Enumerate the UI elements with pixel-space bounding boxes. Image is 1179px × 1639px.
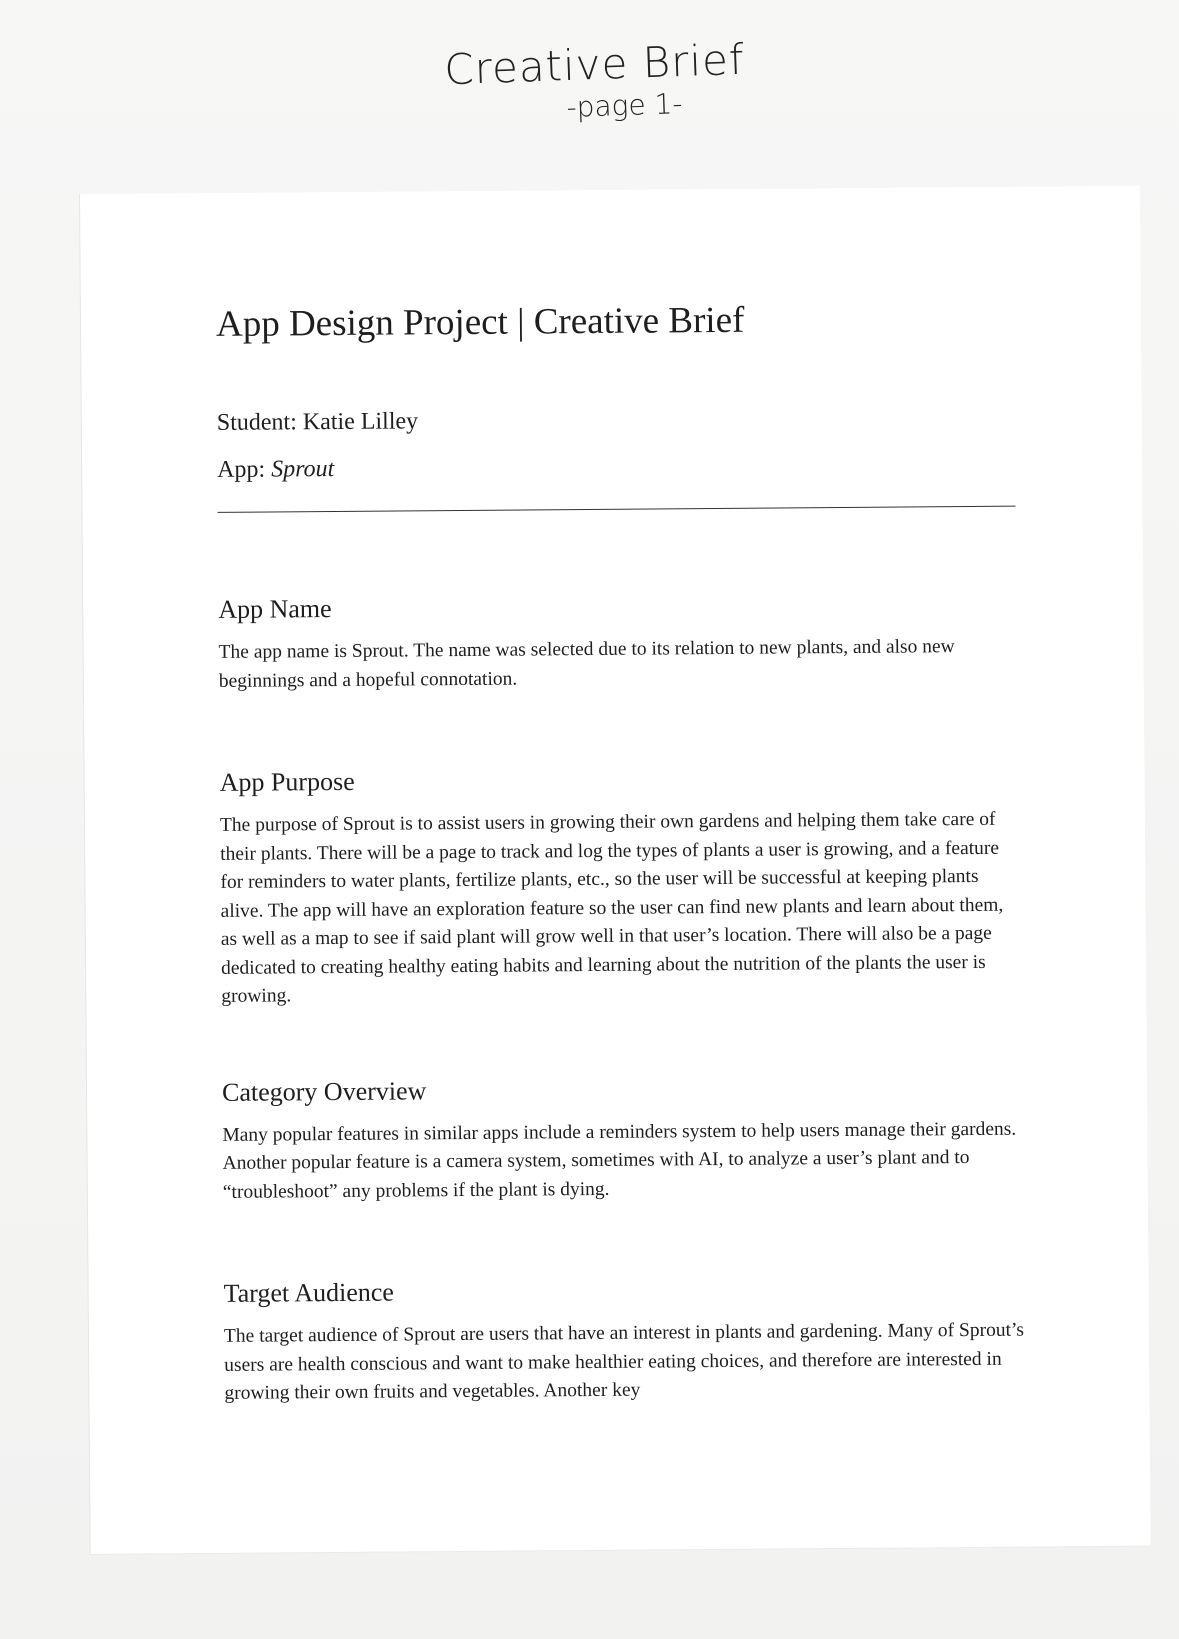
section-heading: App Purpose (219, 766, 355, 797)
document-page (80, 186, 1151, 1554)
section-heading: App Name (218, 594, 332, 624)
section-app-purpose (220, 762, 1022, 1012)
app-label: App: (217, 456, 266, 483)
document-content (216, 297, 1025, 1409)
section-category-overview (222, 1071, 1023, 1207)
app-line (217, 451, 1017, 484)
section-body: The purpose of Sprout is to assist users in growing their own gardens and helping them take care of their plants. There will be a page to track and log the types of plants a user is growing, and a feature for reminders to water plants, fertilize plants, etc., so the user will be successful at keeping plants alive. The app will have an exploration feature so the user can find new plants and learn about them, as well as a map to see if said plant will grow well in that user’s location. There will also be a page dedicated to creating healthy eating habits and learning about the nutrition of the plants the user is growing. (219, 808, 1004, 1007)
handwritten-title: Creative Brief (443, 34, 746, 95)
handwritten-header (0, 34, 1179, 125)
handwritten-page-label: -page 1- (566, 86, 683, 125)
section-target-audience (224, 1273, 1025, 1409)
document-title: App Design Project | Creative Brief (215, 299, 745, 345)
app-name-value: Sprout (271, 456, 335, 483)
section-body: The app name is Sprout. The name was selected due to its relation to new plants, and also new beginnings and a hopeful connotation. (218, 636, 955, 692)
student-name: Katie Lilley (302, 408, 419, 436)
section-heading: Target Audience (223, 1277, 394, 1308)
divider-line (218, 506, 1016, 513)
student-label: Student: (216, 409, 297, 436)
section-app-name (218, 589, 1019, 696)
section-body: Many popular features in similar apps include a reminders system to help users manage their gardens. Another popular feature is a camera system, sometimes with AI, to analyze a user’s plant and to “troubleshoot” any problems if the plant is dying. (222, 1118, 1017, 1203)
student-line (217, 404, 1017, 437)
section-body: The target audience of Sprout are users that have an interest in plants and gardening. Many of Sprout’s users are health conscious and want to make healthier eating choices, and therefore are interested in growing their own fruits and vegetables. Another key (223, 1319, 1025, 1404)
section-heading: Category Overview (221, 1075, 427, 1107)
